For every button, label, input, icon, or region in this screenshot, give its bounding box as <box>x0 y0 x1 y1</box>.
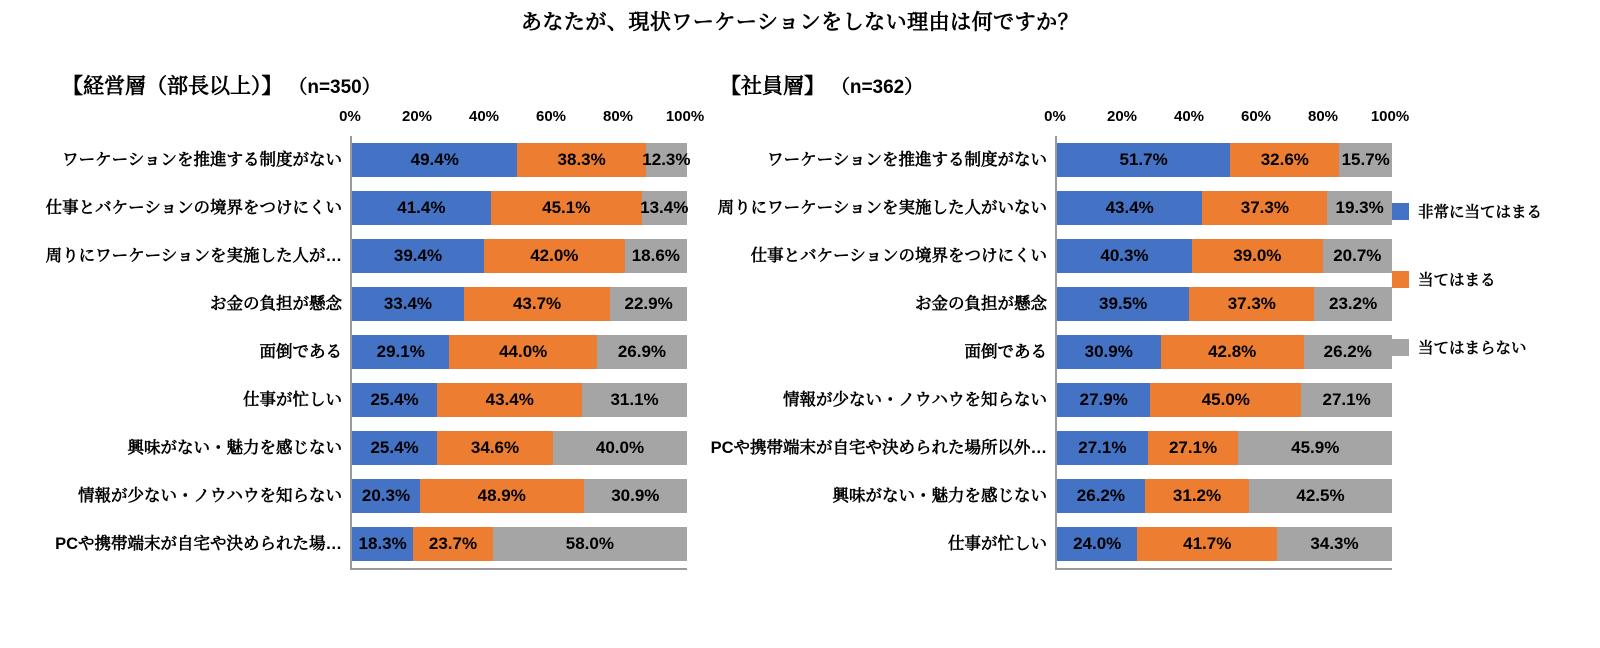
bar-segment <box>352 479 420 513</box>
chart-bar-row <box>964 328 1392 376</box>
bar-segment <box>1057 287 1189 321</box>
legend-item <box>1392 336 1592 358</box>
x-axis-tick: 80% <box>1307 108 1339 125</box>
bar-value-label: 12.3% <box>642 150 691 169</box>
category-label: 情報が少ない・ノウハウを知らない <box>78 487 342 505</box>
category-label: 興味がない・魅力を感じない <box>127 439 342 457</box>
chart-legend <box>1392 200 1592 404</box>
panel-heading-executives <box>62 70 381 100</box>
category-label: 仕事が忙しい <box>948 535 1047 553</box>
chart-bar-row <box>127 424 687 472</box>
bar-segment <box>352 143 517 177</box>
stacked-bar <box>1057 479 1392 513</box>
bar-value-label: 29.1% <box>376 342 425 361</box>
x-axis-tick: 100% <box>1370 108 1410 125</box>
panel-heading-text: 【経営層（部長以上）】 <box>62 75 283 98</box>
bar-value-label: 43.4% <box>485 390 534 409</box>
bar-segment <box>597 335 687 369</box>
category-label: お金の負担が懸念 <box>210 295 342 313</box>
chart-bar-row <box>259 328 687 376</box>
bar-value-label: 18.3% <box>358 534 407 553</box>
bar-segment <box>642 143 691 177</box>
category-label: ワーケーションを推進する制度がない <box>62 151 342 169</box>
bar-value-label: 34.6% <box>470 438 520 457</box>
bar-segment <box>420 479 584 513</box>
category-label: PCや携帯端末が自宅や決められた場所以外… <box>710 439 1047 457</box>
bar-value-label: 25.4% <box>370 438 419 457</box>
bar-segment <box>1057 383 1150 417</box>
x-axis-tick: 0% <box>339 108 361 125</box>
bar-segment <box>1137 527 1277 561</box>
chart-bar-row <box>783 376 1392 424</box>
stacked-bar <box>352 239 687 273</box>
x-axis-tick: 60% <box>535 108 567 125</box>
category-label: 面倒である <box>964 343 1047 361</box>
bar-value-label: 26.9% <box>617 342 667 361</box>
category-label: 周りにワーケーションを実施した人がいない <box>717 199 1047 217</box>
bar-segment <box>1189 287 1314 321</box>
stacked-bar <box>1057 143 1392 177</box>
legend-label: 非常に当てはまる <box>1418 204 1543 221</box>
legend-color-swatch <box>1392 203 1409 220</box>
bar-value-label: 31.2% <box>1172 486 1222 505</box>
bar-segment <box>1314 287 1392 321</box>
x-axis-tick: 40% <box>1173 108 1205 125</box>
bar-segment <box>1202 191 1327 225</box>
chart-bar-row <box>832 472 1392 520</box>
bar-value-label: 27.1% <box>1168 438 1218 457</box>
category-label: 情報が少ない・ノウハウを知らない <box>783 391 1047 409</box>
stacked-bar <box>352 431 687 465</box>
bar-value-label: 43.4% <box>1105 198 1154 217</box>
legend-color-swatch <box>1392 339 1409 356</box>
bar-value-label: 37.3% <box>1227 294 1276 313</box>
legend-item <box>1392 268 1592 290</box>
bar-segment <box>1304 335 1392 369</box>
bar-segment <box>491 191 642 225</box>
bar-segment <box>1057 479 1145 513</box>
bar-value-label: 32.6% <box>1260 150 1309 169</box>
bar-segment <box>1148 431 1239 465</box>
x-axis-tick: 100% <box>665 108 705 125</box>
bar-segment <box>642 191 687 225</box>
bar-segment <box>1057 191 1202 225</box>
bar-value-label: 30.9% <box>611 486 660 505</box>
category-label: PCや携帯端末が自宅や決められた場… <box>55 535 342 553</box>
bar-value-label: 39.0% <box>1233 246 1282 265</box>
stacked-bar <box>1057 335 1392 369</box>
bar-segment <box>1057 431 1148 465</box>
stacked-bar <box>1057 383 1392 417</box>
bar-segment <box>517 143 645 177</box>
bar-value-label: 40.0% <box>595 438 645 457</box>
bar-segment <box>582 383 686 417</box>
bar-value-label: 48.9% <box>477 486 526 505</box>
category-label: 仕事とバケーションの境界をつけにくい <box>750 247 1047 265</box>
chart-bar-row <box>210 280 687 328</box>
stacked-bar <box>352 479 687 513</box>
bar-segment <box>437 383 582 417</box>
bar-value-label: 27.1% <box>1078 438 1127 457</box>
bar-value-label: 42.5% <box>1296 486 1345 505</box>
category-label: 仕事が忙しい <box>243 391 342 409</box>
chart-bar-row <box>78 472 687 520</box>
chart-bar-row <box>717 184 1392 232</box>
bar-segment <box>1150 383 1301 417</box>
bar-value-label: 23.2% <box>1329 294 1378 313</box>
bar-value-label: 26.2% <box>1323 342 1372 361</box>
bar-segment <box>584 479 687 513</box>
stacked-bar <box>352 287 687 321</box>
bar-value-label: 42.0% <box>530 246 579 265</box>
bar-value-label: 37.3% <box>1240 198 1289 217</box>
bar-value-label: 20.3% <box>361 486 411 505</box>
bar-value-label: 27.1% <box>1322 390 1371 409</box>
bar-value-label: 58.0% <box>565 534 614 553</box>
stacked-bar <box>352 383 687 417</box>
plot-area-employees <box>710 136 1392 570</box>
page-title: あなたが、現状ワーケーションをしない理由は何ですか？ <box>520 11 1080 34</box>
chart-bar-row <box>55 520 687 568</box>
bar-value-label: 25.4% <box>370 390 419 409</box>
bar-value-label: 45.1% <box>542 198 591 217</box>
panel-sample-size: （n=362） <box>830 77 924 98</box>
bar-value-label: 26.2% <box>1076 486 1125 505</box>
legend-label: 当てはまる <box>1418 272 1496 289</box>
stacked-bar <box>1057 527 1392 561</box>
bar-segment <box>1339 143 1392 177</box>
x-axis-tick: 60% <box>1240 108 1272 125</box>
bar-value-label: 33.4% <box>383 294 433 313</box>
chart-bar-row <box>915 280 1392 328</box>
bar-segment <box>1057 143 1230 177</box>
bar-segment <box>352 239 484 273</box>
category-label: お金の負担が懸念 <box>915 295 1047 313</box>
x-axis-tick: 20% <box>401 108 433 125</box>
bar-segment <box>449 335 596 369</box>
bar-segment <box>352 335 449 369</box>
category-label: 面倒である <box>259 343 342 361</box>
bar-value-label: 30.9% <box>1084 342 1133 361</box>
bar-segment <box>1230 143 1339 177</box>
stacked-bar <box>352 335 687 369</box>
legend-item <box>1392 200 1592 222</box>
chart-bar-row <box>243 376 687 424</box>
panel-sample-size: （n=350） <box>288 77 381 98</box>
bar-segment <box>413 527 492 561</box>
category-label: 周りにワーケーションを実施した人が… <box>45 247 342 265</box>
chart-bar-row <box>45 232 687 280</box>
bar-segment <box>484 239 625 273</box>
stacked-bar <box>352 143 691 177</box>
bar-value-label: 27.9% <box>1079 390 1128 409</box>
x-axis-employees <box>700 108 1430 128</box>
bar-segment <box>352 431 437 465</box>
bar-segment <box>1057 239 1192 273</box>
bar-value-label: 41.4% <box>397 198 446 217</box>
panel-heading-text: 【社員層】 <box>720 75 825 98</box>
bar-value-label: 44.0% <box>499 342 548 361</box>
bar-value-label: 39.4% <box>393 246 443 265</box>
bar-value-label: 38.3% <box>557 150 606 169</box>
bar-value-label: 18.6% <box>631 246 680 265</box>
category-label: 仕事とバケーションの境界をつけにくい <box>45 199 342 217</box>
chart-bar-row <box>767 136 1392 184</box>
bar-segment <box>1161 335 1304 369</box>
bar-segment <box>610 287 687 321</box>
bar-segment <box>1145 479 1250 513</box>
bar-segment <box>352 287 464 321</box>
legend-label: 当てはまらない <box>1418 340 1527 357</box>
bar-value-label: 15.7% <box>1341 150 1390 169</box>
bar-value-label: 24.0% <box>1073 534 1122 553</box>
bar-value-label: 51.7% <box>1119 150 1168 169</box>
bar-segment <box>1249 479 1391 513</box>
bar-segment <box>1327 191 1392 225</box>
bar-segment <box>493 527 687 561</box>
bar-value-label: 39.5% <box>1099 294 1148 313</box>
x-axis-tick: 0% <box>1044 108 1066 125</box>
bar-segment <box>1323 239 1392 273</box>
bar-segment <box>625 239 687 273</box>
stacked-bar <box>1057 287 1392 321</box>
legend-color-swatch <box>1392 271 1409 288</box>
x-axis-tick: 80% <box>602 108 634 125</box>
bar-value-label: 43.7% <box>512 294 562 313</box>
bar-segment <box>1277 527 1392 561</box>
stacked-bar <box>1057 431 1392 465</box>
stacked-bar <box>352 527 687 561</box>
bar-segment <box>464 287 610 321</box>
plot-area-executives <box>45 136 691 570</box>
bar-value-label: 23.7% <box>428 534 478 553</box>
chart-bar-row <box>750 232 1392 280</box>
x-axis-tick: 20% <box>1106 108 1138 125</box>
bar-value-label: 20.7% <box>1333 246 1382 265</box>
bar-value-label: 49.4% <box>410 150 459 169</box>
bar-value-label: 31.1% <box>610 390 659 409</box>
chart-bar-row <box>948 520 1392 568</box>
bar-segment <box>553 431 687 465</box>
x-axis-tick: 40% <box>468 108 500 125</box>
bar-value-label: 40.3% <box>1100 246 1149 265</box>
stacked-bar <box>1057 239 1392 273</box>
bar-value-label: 13.4% <box>640 198 689 217</box>
bar-value-label: 41.7% <box>1183 534 1232 553</box>
bar-value-label: 45.9% <box>1291 438 1340 457</box>
stacked-bar <box>352 191 687 225</box>
bar-segment <box>1238 431 1392 465</box>
category-label: 興味がない・魅力を感じない <box>832 487 1047 505</box>
panel-heading-employees <box>720 70 923 100</box>
bar-value-label: 45.0% <box>1201 390 1250 409</box>
bar-segment <box>352 527 413 561</box>
bar-segment <box>352 191 491 225</box>
bar-value-label: 19.3% <box>1335 198 1384 217</box>
bar-segment <box>1057 335 1161 369</box>
bar-value-label: 22.9% <box>624 294 673 313</box>
bar-value-label: 34.3% <box>1310 534 1359 553</box>
bar-segment <box>1057 527 1137 561</box>
bar-segment <box>1192 239 1323 273</box>
category-label: ワーケーションを推進する制度がない <box>767 151 1047 169</box>
chart-bar-row <box>710 424 1392 472</box>
bar-segment <box>437 431 553 465</box>
stacked-bar <box>1057 191 1392 225</box>
bar-segment <box>352 383 437 417</box>
x-axis-executives <box>0 108 725 128</box>
bar-value-label: 42.8% <box>1208 342 1257 361</box>
bar-segment <box>1301 383 1392 417</box>
chart-bar-row <box>45 184 689 232</box>
chart-bar-row <box>62 136 691 184</box>
